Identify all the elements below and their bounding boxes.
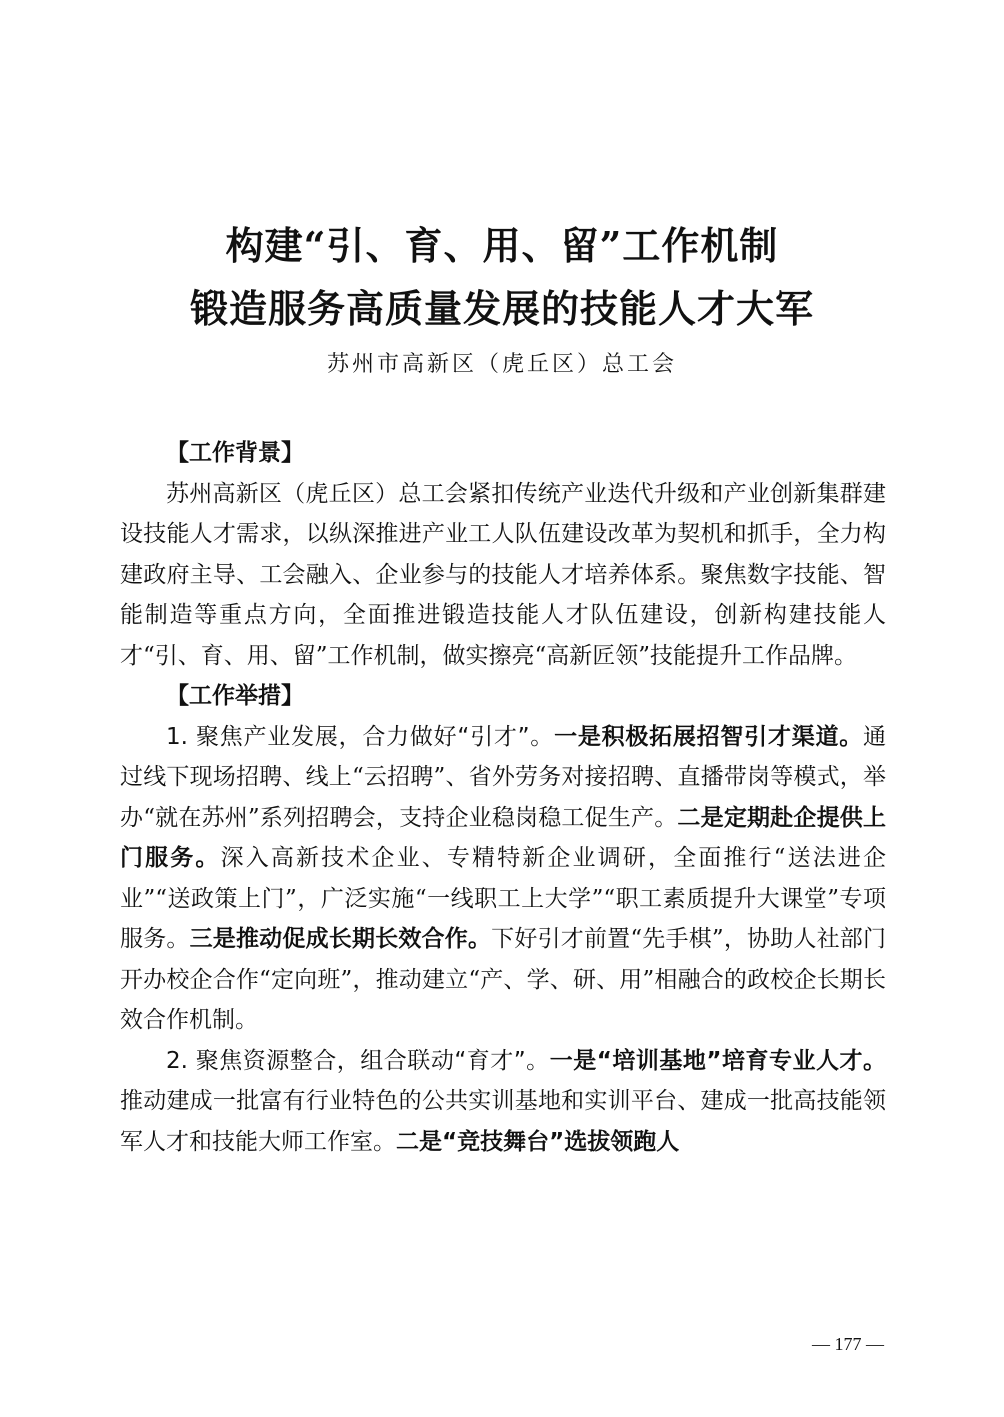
page-number: — 177 — <box>812 1334 884 1354</box>
author: 苏州市高新区（虎丘区）总工会 <box>326 352 677 377</box>
article-body <box>120 433 886 1162</box>
measure-1-point-3-title: 三是推动促成长期长效合作。 <box>189 926 492 952</box>
measure-2-point-2-title: 二是“竞技舞台”选拔领跑人 <box>396 1128 680 1155</box>
measure-2-point-1-title: 一是“培训基地”培育专业人才。 <box>549 1047 886 1074</box>
section-heading-background: 【工作背景】 <box>166 440 304 466</box>
title-line-1: 构建“引、育、用、留”工作机制 <box>225 223 779 268</box>
paragraph-measure-1 <box>120 717 886 1041</box>
paragraph-background: 苏州高新区（虎丘区）总工会紧扣传统产业迭代升级和产业创新集群建设技能人才需求，以纵深推进产业工人队伍建设改革为契机和抓手，全力构建政府主导、工会融入、企业参与的技能人才培养体系。聚焦数字技能、智能制造等重点方向，全面推进锻造技能人才队伍建设，创新构建技能人才“引、育、用、留”工作机制，做实擦亮“高新匠领”技能提升工作品牌。 <box>120 480 886 669</box>
measure-1-point-1-title: 一是积极拓展招智引才渠道。 <box>554 723 864 750</box>
measure-1-point-1-text: 通过线下现场招聘、线上“云招聘”、省外劳务对接招聘、直播带岗等模式，举办“就在苏州”系列招聘会，支持企业稳岗稳工促生产。 <box>120 723 887 831</box>
title-line-2: 锻造服务高质量发展的技能人才大军 <box>189 286 814 331</box>
measure-1-lead: 1. 聚焦产业发展，合力做好“引才”。 <box>166 723 555 750</box>
section-heading-measures: 【工作举措】 <box>166 683 304 709</box>
measure-2-lead: 2. 聚焦资源整合，组合联动“育才”。 <box>166 1047 550 1074</box>
measure-1-point-2-title: 二是定期赴企提供上门服务。 <box>120 804 886 871</box>
measure-1-point-3-text: 下好引才前置“先手棋”，协助人社部门开办校企合作“定向班”，推动建立“产、学、研、用”相融合的政校企长期长效合作机制。 <box>120 926 887 1033</box>
measure-1-point-2-text: 深入高新技术企业、专精特新企业调研，全面推行“送法进企业”“送政策上门”，广泛实施“一线职工上大学”“职工素质提升大课堂”专项服务。 <box>120 845 887 952</box>
paragraph-measure-2 <box>120 1041 886 1163</box>
measure-2-point-1-text: 推动建成一批富有行业特色的公共实训基地和实训平台、建成一批高技能领军人才和技能大师工作室。 <box>120 1088 886 1155</box>
